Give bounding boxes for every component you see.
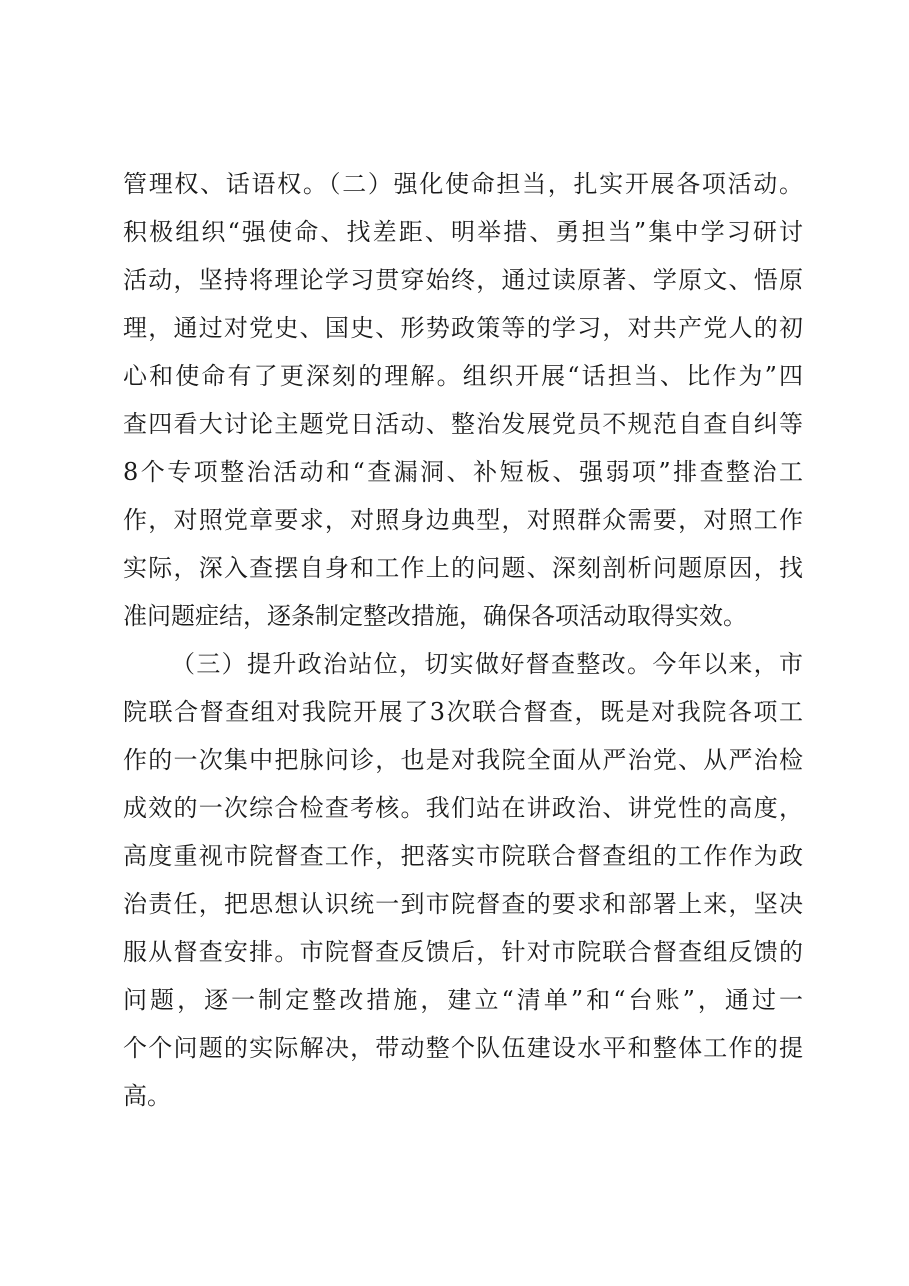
paragraph-3 <box>123 640 803 1120</box>
text-line: （三）提升政治站位，切实做好督查整改。今年以来，市 <box>171 650 803 678</box>
text-line: 准问题症结，逐条制定整改措施，确保各项活动取得实效。 <box>123 602 747 630</box>
text-line: 8个专项整治活动和“查漏洞、补短板、强弱项”排查整治工 <box>123 458 803 486</box>
text-line: 问题，逐一制定整改措施，建立“清单”和“台账”，通过一 <box>123 986 803 1014</box>
paragraph-2-continued <box>123 160 803 640</box>
document-body <box>123 160 803 1120</box>
text-line: 作，对照党章要求，对照身边典型，对照群众需要，对照工作 <box>123 506 803 534</box>
text-line: 心和使命有了更深刻的理解。组织开展“话担当、比作为”四 <box>123 362 803 390</box>
text-line: 治责任，把思想认识统一到市院督查的要求和部署上来，坚决 <box>123 890 803 918</box>
text-line: 管理权、话语权。（二）强化使命担当，扎实开展各项活动。 <box>123 170 803 198</box>
text-line: 高度重视市院督查工作，把落实市院联合督查组的工作作为政 <box>123 842 803 870</box>
text-line: 积极组织“强使命、找差距、明举措、勇担当”集中学习研讨 <box>123 218 803 246</box>
text-line: 高。 <box>123 1082 171 1110</box>
text-line: 理，通过对党史、国史、形势政策等的学习，对共产党人的初 <box>123 314 803 342</box>
text-line: 服从督查安排。市院督查反馈后，针对市院联合督查组反馈的 <box>123 938 803 966</box>
text-line: 活动，坚持将理论学习贯穿始终，通过读原著、学原文、悟原 <box>123 266 803 294</box>
text-line: 实际，深入查摆自身和工作上的问题、深刻剖析问题原因，找 <box>123 554 803 582</box>
text-line: 作的一次集中把脉问诊，也是对我院全面从严治党、从严治检 <box>123 746 803 774</box>
text-line: 个个问题的实际解决，带动整个队伍建设水平和整体工作的提 <box>123 1034 803 1062</box>
text-line: 查四看大讨论主题党日活动、整治发展党员不规范自查自纠等 <box>123 410 803 438</box>
text-line: 院联合督查组对我院开展了3次联合督查，既是对我院各项工 <box>123 698 803 726</box>
text-line: 成效的一次综合检查考核。我们站在讲政治、讲党性的高度， <box>123 794 803 822</box>
